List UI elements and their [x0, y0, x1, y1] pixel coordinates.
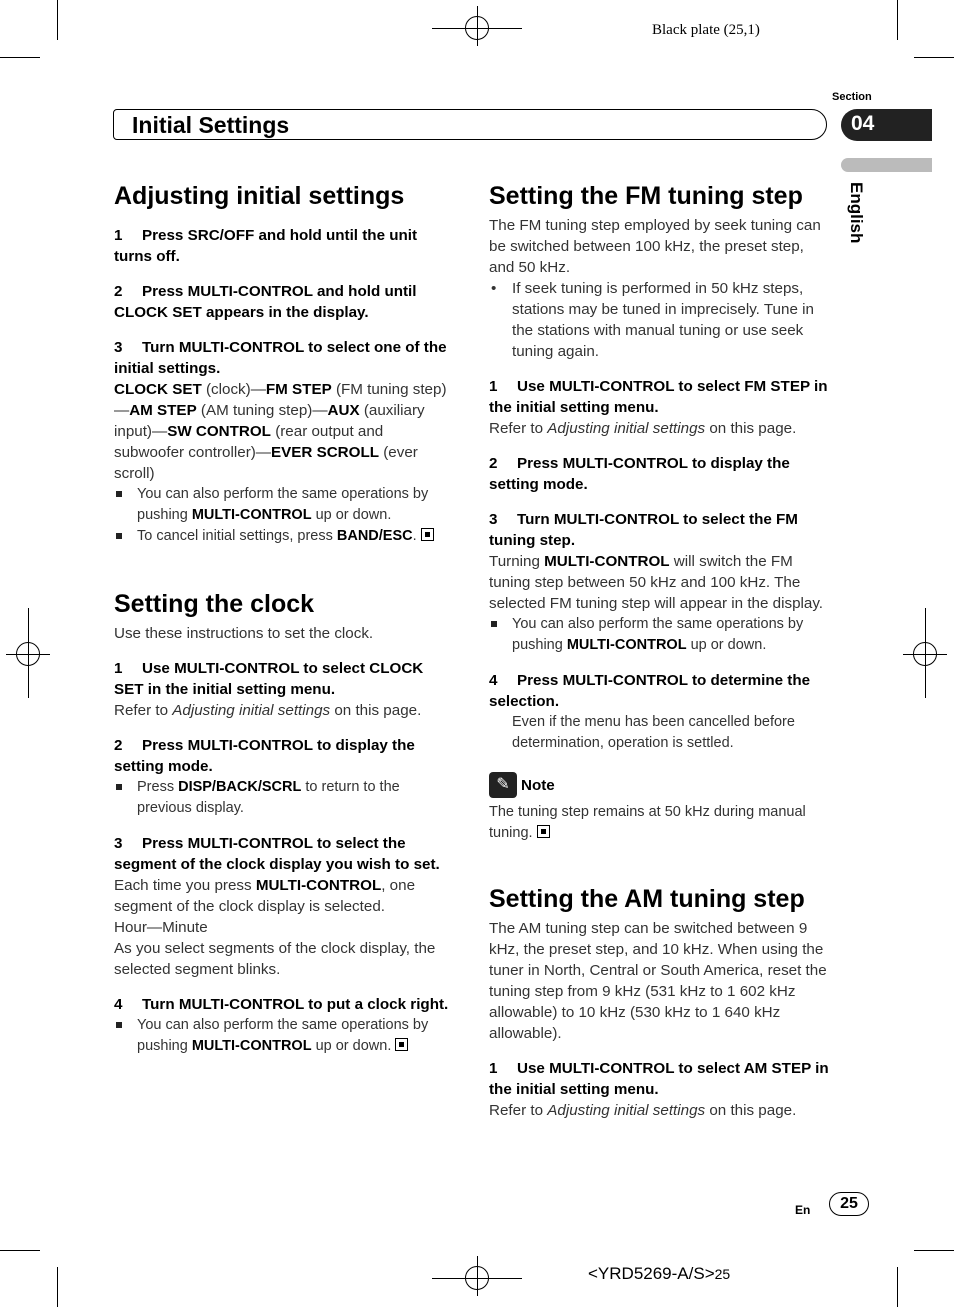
reference-text: Refer to Adjusting initial settings on this page. [114, 702, 422, 719]
step-4: 4 Press MULTI-CONTROL to determine the selection. [489, 672, 811, 710]
note-header: ✎ Note [489, 772, 831, 798]
chapter-header-bar [113, 109, 827, 140]
step-3: 3 Turn MULTI-CONTROL to select one of the initial settings. [114, 339, 447, 377]
am-intro: The AM tuning step can be switched between 9 kHz, the preset step, and 10 kHz. When using the tuner in North, Central or South America, reset the tuning step from 9 kHz (531 kHz to 1 602 kHz allowable) to 10 kHz (530 kHz to 1 640 kHz allowable). [489, 920, 827, 1042]
heading-clock: Setting the clock [114, 590, 315, 618]
body-text: Turning MULTI-CONTROL will switch the FM tuning step between 50 kHz and 100 kHz. The selected FM tuning step will appear in the display. [489, 553, 824, 612]
step-1: 1 Use MULTI-CONTROL to select FM STEP in the initial setting menu. [489, 378, 828, 416]
plate-label: Black plate (25,1) [652, 22, 760, 38]
section-tab [841, 158, 932, 172]
crop-mark [897, 0, 898, 40]
heading-am-step: Setting the AM tuning step [489, 885, 805, 913]
clock-intro: Use these instructions to set the clock. [114, 625, 374, 642]
step-1: 1 Use MULTI-CONTROL to select CLOCK SET in the initial setting menu. [114, 660, 424, 698]
reference-text: Refer to Adjusting initial settings on this page. [489, 1102, 797, 1119]
chapter-title: Initial Settings [132, 112, 290, 138]
body-text: As you select segments of the clock display, the selected segment blinks. [114, 940, 436, 978]
settings-list: CLOCK SET (clock)—FM STEP (FM tuning step)—AM STEP (AM tuning step)—AUX (auxiliary input)—SW CONTROL (rear output and subwoofer controller)—EVER SCROLL (ever scroll) [114, 381, 447, 482]
crop-mark [57, 0, 58, 40]
fm-intro: The FM tuning step employed by seek tuning can be switched between 100 kHz, the preset step, and 50 kHz. [489, 217, 821, 276]
footer-language: En [795, 1203, 811, 1217]
step-2: 2 Press MULTI-CONTROL to display the setting mode. [489, 455, 790, 493]
step-1: 1 Press SRC/OFF and hold until the unit turns off. [114, 227, 418, 265]
end-mark-icon [395, 1038, 408, 1051]
heading-fm-step: Setting the FM tuning step [489, 182, 803, 210]
left-column [114, 181, 456, 1057]
body-text: Hour—Minute [114, 919, 208, 936]
crop-mark [914, 1250, 954, 1251]
step-1: 1 Use MULTI-CONTROL to select AM STEP in the initial setting menu. [489, 1060, 829, 1098]
end-mark-icon [537, 825, 550, 838]
step-3: 3 Press MULTI-CONTROL to select the segment of the clock display you wish to set. [114, 835, 440, 873]
crop-mark [0, 57, 40, 58]
page-number: 25 [829, 1192, 869, 1216]
bullet-item: Press DISP/BACK/SCRL to return to the previous display. [114, 777, 456, 819]
step-4: 4 Turn MULTI-CONTROL to put a clock right. [114, 996, 449, 1013]
heading-adjusting: Adjusting initial settings [114, 182, 405, 210]
pencil-icon: ✎ [489, 772, 517, 798]
note-text: The tuning step remains at 50 kHz during manual tuning. [489, 804, 806, 841]
reference-text: Refer to Adjusting initial settings on this page. [489, 420, 797, 437]
document-id: <YRD5269-A/S>25 [588, 1264, 731, 1283]
crop-mark [57, 1267, 58, 1307]
step-2: 2 Press MULTI-CONTROL and hold until CLOCK SET appears in the display. [114, 283, 417, 321]
section-label: Section [832, 91, 872, 103]
bullet-item: You can also perform the same operations by pushing MULTI-CONTROL up or down. [489, 614, 831, 656]
step-2: 2 Press MULTI-CONTROL to display the setting mode. [114, 737, 415, 775]
language-tab: English [847, 182, 866, 244]
bullet-item: You can also perform the same operations by pushing MULTI-CONTROL up or down. [114, 484, 456, 526]
right-column [489, 181, 831, 1121]
body-text: Each time you press MULTI-CONTROL, one segment of the clock display is selected. [114, 877, 416, 915]
bullet-item: Even if the menu has been cancelled before determination, operation is settled. [512, 714, 795, 751]
section-number: 04 [841, 109, 932, 141]
crop-mark [0, 1250, 40, 1251]
crop-mark [897, 1267, 898, 1307]
bullet-item: You can also perform the same operations by pushing MULTI-CONTROL up or down. [114, 1015, 456, 1057]
step-3: 3 Turn MULTI-CONTROL to select the FM tuning step. [489, 511, 798, 549]
dot-item: • If seek tuning is performed in 50 kHz steps, stations may be tuned in imprecisely. Tune in the stations with manual tuning or use seek tuning again. [491, 280, 814, 360]
crop-mark [914, 57, 954, 58]
bullet-item: To cancel initial settings, press BAND/ESC. [114, 526, 456, 547]
end-mark-icon [421, 528, 434, 541]
